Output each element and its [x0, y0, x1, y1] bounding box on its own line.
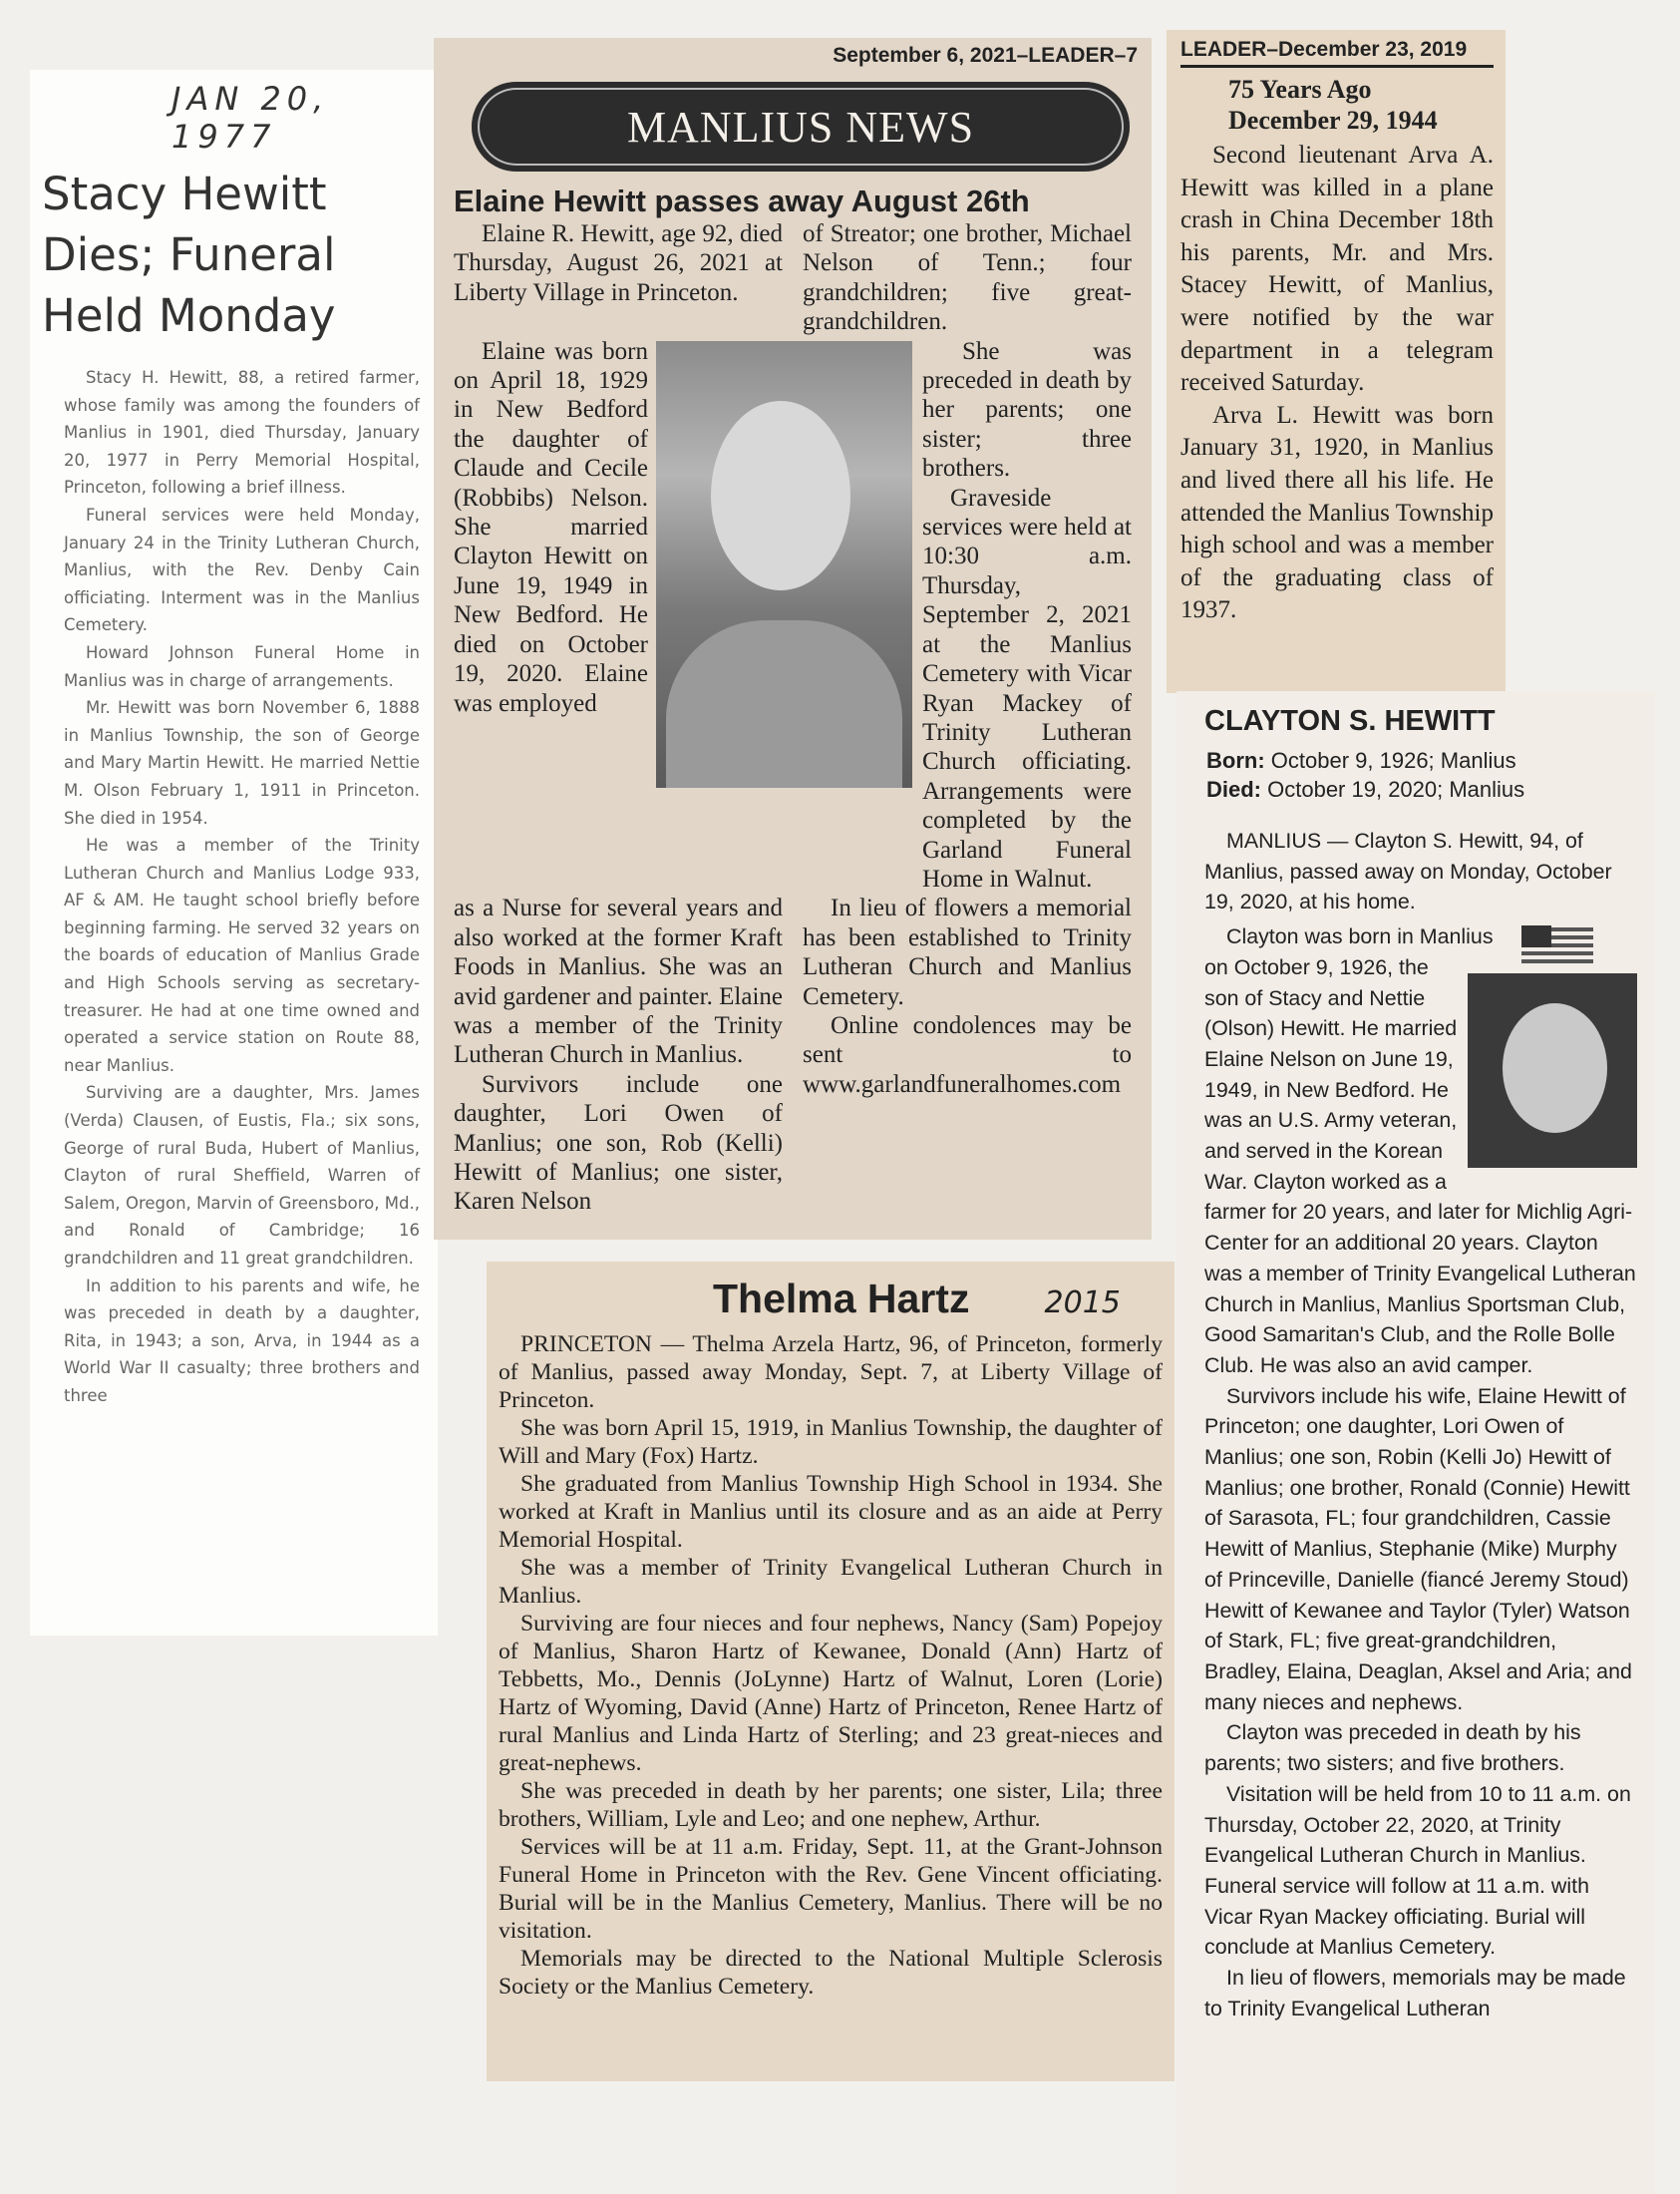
died-label: Died: [1206, 777, 1261, 802]
paragraph: Survivors include one daughter, Lori Owen of Manlius; one son, Rob (Kelli) Hewitt of Manlius; one sister, Karen Nelson [454, 1070, 783, 1216]
column-1 [454, 219, 783, 337]
subhead-line-2: December 29, 1944 [1228, 106, 1438, 135]
handwritten-year: 2015 [1044, 1285, 1121, 1320]
paragraph: Memorials may be directed to the National Multiple Sclerosis Society or the Manlius Cemetery. [499, 1946, 1163, 2000]
article-body [499, 1330, 1163, 2001]
section-banner: MANLIUS NEWS [472, 82, 1130, 172]
column-2-lower [803, 894, 1132, 1216]
paragraph: Services will be at 11 a.m. Friday, Sept. 11, at the Grant-Johnson Funeral Home in Princeton with the Rev. Gene Vincent officiating. Burial will be in the Manlius Cemetery, Manlius. There will be no visitation. [499, 1834, 1163, 1944]
handwritten-date: JAN 20, 1977 [171, 80, 330, 156]
born-label: Born: [1206, 748, 1265, 773]
paragraph: Funeral services were held Monday, January 24 in the Trinity Lutheran Church, Manlius, with the Rev. Denby Cain officiating. Interment was in the Manlius Cemetery. [64, 505, 420, 635]
paragraph: Mr. Hewitt was born November 6, 1888 in Manlius Township, the son of George and Mary Martin Hewitt. He married Nettie M. Olson February 1, 1911 in Princeton. She died in 1954. [64, 698, 420, 828]
subhead-line-1: 75 Years Ago [1228, 75, 1372, 104]
paragraph: as a Nurse for several years and also worked at the former Kraft Foods in Manlius. She was an avid gardener and painter. Elaine was a member of the Trinity Lutheran Church in Manlius. [454, 895, 783, 1069]
american-flag-icon [1517, 921, 1597, 973]
headline-line-1: Stacy Hewitt [42, 168, 327, 220]
obituary-name: Thelma Hartz [713, 1276, 970, 1321]
paragraph: Clayton was preceded in death by his parents; two sisters; and five brothers. [1204, 1720, 1581, 1776]
article-body [1204, 826, 1637, 2023]
paragraph: Online condolences may be sent to www.garlandfuneralhomes.com [803, 1011, 1132, 1098]
clipping-manlius-news [434, 38, 1152, 1240]
headline [42, 164, 428, 346]
headline: Elaine Hewitt passes away August 26th [454, 183, 1030, 218]
column-1-lower [454, 894, 783, 1216]
subhead [1228, 74, 1494, 136]
paragraph: Clayton was born in Manlius on October 9, 1926, the son of Stacy and Nettie (Olson) Hewitt. He married Elaine Nelson on June 19, 1949, in New Bedford. He was an U.S. Army veteran, and served in the Korean War. Clayton worked as a farmer for 20 years, and later for Michlig Agri-Center for an additional 20 years. Clayton was a member of Trinity Evangelical Lutheran Church in Manlius, Manlius Sportsman Club, Good Samaritan's Club, and the Rolle Bolle Club. He was also an avid camper. [1204, 924, 1636, 1377]
died-value: October 19, 2020; Manlius [1267, 777, 1525, 802]
headline-line-3: Held Monday [42, 289, 336, 342]
photo-figure [666, 620, 902, 788]
dateline: LEADER–December 23, 2019 [1180, 30, 1494, 68]
paragraph: She graduated from Manlius Township High School in 1934. She worked at Kraft in Manlius until its closure and as an aide at Perry Memorial Hospital. [499, 1471, 1163, 1553]
article-body [1180, 140, 1494, 627]
paragraph: Survivors include his wife, Elaine Hewitt of Princeton; one daughter, Lori Owen of Manlius; one son, Robin (Kelli Jo) Hewitt of Manlius; one brother, Ronald (Connie) Hewitt of Sarasota, FL; four grandchildren, Cassie Hewitt of Manlius, Stephanie (Mike) Murphy of Princeville, Danielle (fiancé Jeremy Stoud) Hewitt of Kewanee and Taylor (Tyler) Watson of Stark, FL; five great-grandchildren, Bradley, Elaina, Deaglan, Aksel and Aria; and many nieces and nephews. [1204, 1383, 1632, 1714]
paragraph: She was a member of Trinity Evangelical Lutheran Church in Manlius. [499, 1555, 1163, 1609]
paragraph: of Streator; one brother, Michael Nelson of Tenn.; four grandchildren; five great-grandchildren. [803, 220, 1132, 336]
clipping-stacy-hewitt [30, 70, 438, 1636]
paragraph: Surviving are a daughter, Mrs. James (Verda) Clausen, of Eustis, Fla.; six sons, George of rural Buda, Hubert of Manlius, Clayton of rural Sheffield, Warren of Salem, Oregon, Marvin of Greensboro, Md., and Ronald of Cambridge; 16 grandchildren and 11 great grandchildren. [64, 1083, 420, 1268]
clipping-thelma-hartz [487, 1262, 1175, 2081]
paragraph: Howard Johnson Funeral Home in Manlius was in charge of arrangements. [64, 642, 420, 690]
born-value: October 9, 1926; Manlius [1270, 748, 1516, 773]
paragraph: Stacy H. Hewitt, 88, a retired farmer, whose family was among the founders of Manlius in 1901, died Thursday, January 20, 1977 in Perry Memorial Hospital, Princeton, following a brief illness. [64, 368, 420, 498]
paragraph: Surviving are four nieces and four nephews, Nancy (Sam) Popejoy of Manlius, Sharon Hartz of Kewanee, Donald (Ann) Hartz of Tebbetts, Mo., Dennis (JoLynne) Hartz of Walnut, Loren (Lorie) Hartz of Wyoming, David (Anne) Hartz of Princeton, Renee Hartz of rural Manlius and Linda Hartz of Sterling; and 23 great-nieces and great-nephews. [499, 1611, 1163, 1776]
photo-wrap-section [448, 337, 1138, 895]
paragraph: MANLIUS — Clayton S. Hewitt, 94, of Manlius, passed away on Monday, October 19, 2020, at his home. [1204, 829, 1612, 914]
headline-line-2: Dies; Funeral [42, 228, 336, 281]
died-line [1206, 775, 1637, 804]
paragraph: She was preceded in death by her parents; one sister; three brothers. [922, 337, 1132, 483]
paragraph: Elaine R. Hewitt, age 92, died Thursday, August 26, 2021 at Liberty Village in Princeton. [454, 220, 783, 306]
paragraph: Arva L. Hewitt was born January 31, 1920, in Manlius and lived there all his life. He attended the Manlius Township high school and was a member of the graduating class of 1937. [1180, 401, 1494, 624]
paragraph: In lieu of flowers, memorials may be made to Trinity Evangelical Lutheran [1204, 1966, 1626, 2020]
portrait-photo-clayton [1468, 973, 1637, 1168]
article-columns-lower [448, 894, 1138, 1216]
paragraph: Visitation will be held from 10 to 11 a.m. on Thursday, October 22, 2020, at Trinity Evangelical Lutheran Church in Manlius. Funeral service will follow at 11 a.m. with Vicar Ryan Mackey officiating. Burial will conclude at Manlius Cemetery. [1204, 1781, 1631, 1960]
clipping-clayton-hewitt [1176, 691, 1655, 2194]
paragraph: Graveside services were held at 10:30 a.m. Thursday, September 2, 2021 at the Manlius Cemetery with Vicar Ryan Mackey of Trinity Lutheran Church officiating. Arrangements were completed by the Garland Funeral Home in Walnut. [922, 484, 1132, 893]
paragraph: She was born April 15, 1919, in Manlius Township, the daughter of Will and Mary (Fox) Hartz. [499, 1415, 1163, 1469]
obituary-dates [1206, 746, 1637, 804]
paragraph: PRINCETON — Thelma Arzela Hartz, 96, of Princeton, formerly of Manlius, passed away Monday, Sept. 7, at Liberty Village of Princeton. [499, 1331, 1163, 1413]
column-2 [803, 219, 1132, 337]
article-body [42, 364, 428, 1410]
paragraph: She was preceded in death by her parents; one sister, Lila; three brothers, William, Lyle and Leo; and one nephew, Arthur. [499, 1778, 1163, 1832]
born-line [1206, 746, 1637, 775]
article-columns [448, 219, 1138, 337]
paragraph: Second lieutenant Arva A. Hewitt was killed in a plane crash in China December 18th his parents, Mr. and Mrs. Stacey Hewitt, of Manlius, were notified by the war department in a telegram received Saturday. [1180, 142, 1494, 397]
photo-face [711, 401, 850, 590]
paragraph: In addition to his parents and wife, he was preceded in death by a daughter, Rita, in 1943; a son, Arva, in 1944 as a World War II casualty; three brothers and three [64, 1276, 420, 1405]
beside-photo-right [922, 337, 1132, 895]
photo-wrap-text [454, 337, 1132, 895]
photo-face [1503, 1003, 1607, 1133]
beside-photo-left [454, 337, 648, 718]
portrait-photo-elaine [656, 341, 912, 788]
dateline: September 6, 2021–LEADER–7 [833, 44, 1138, 67]
paragraph: In lieu of flowers a memorial has been established to Trinity Lutheran Church and Manlius Cemetery. [803, 895, 1132, 1010]
obituary-name: CLAYTON S. HEWITT [1204, 705, 1496, 737]
paragraph: Elaine was born on April 18, 1929 in New Bedford the daughter of Claude and Cecile (Robbibs) Nelson. She married Clayton Hewitt on June 19, 1949 in New Bedford. He died on October 19, 2020. Elaine was employed [454, 337, 648, 717]
clipping-75-years-ago [1167, 30, 1506, 693]
paragraph: He was a member of the Trinity Lutheran Church and Manlius Lodge 933, AF & AM. He taught school briefly before beginning farming. He served 32 years on the boards of education of Manlius Grade and High Schools serving as secretary-treasurer. He had at one time owned and operated a service station on Route 88, near Manlius. [64, 836, 420, 1075]
